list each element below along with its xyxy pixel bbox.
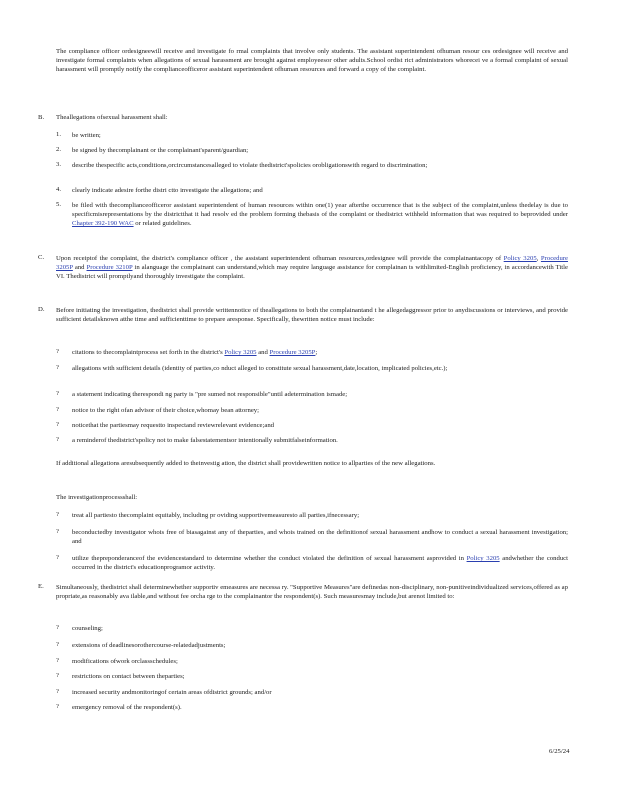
list-item-number: 1.	[56, 131, 62, 138]
section-c-letter: C.	[38, 254, 45, 261]
section-c-paragraph	[56, 254, 568, 281]
notice-item: allegations with sufficient details (identity of parties,co nduct alleged to constitute sexual harassment,date,location, implicated policies,etc.);	[72, 365, 448, 372]
notice-item-text: citations to thecomplaintprocess set forth in the district's	[72, 349, 223, 356]
supportive-measure-item: increased security andmonitoringof certain areas ofdistrict grounds; and/or	[72, 689, 272, 696]
section-e-intro: Simultaneously, thedistrict shall determinewhether supportiv emeasures are necessa ry. "Supportive Measures"are definedas non-disciplinary, non-punitiveindividualized services,offered as ap propriate,as reasonably ava ilable,and without fee orcha rge to the complainantor the respondent(s). Such measuresmay include,but arenot limited to:	[56, 584, 568, 600]
bullet-marker: ?	[56, 672, 59, 679]
notice-item-end: ;	[315, 349, 318, 356]
intro-paragraph: The compliance officer ordesigneewill receive and investigate fo rmal complaints that involve only students. The assistant superintendent ofhuman resour ces ordesignee will receive and investigate formal complaints when allegations of sexual harassment are brought against employeesor other adults.School ordist rict administrators whorecei ve a formal complaint of sexual harassment will promptly notify the complianceofficeror assistant superintendent ofhuman resources and forward a copy of the complaint.	[56, 48, 568, 73]
process-item: beconductedby investigator whois free of biasagainst any of theparties, and whois trained on the definitionof sexual harassment andhow to conduct a sexual harassment investigation; and	[72, 529, 568, 545]
process-item: treat all partiesto thecomplaint equitably, including pr oviding supportivemeasuresto all parties,ifnecessary;	[72, 512, 360, 519]
and-word: and	[258, 349, 268, 356]
list-item-number: 5.	[56, 201, 62, 208]
section-d-letter: D.	[38, 306, 45, 313]
policy-3205-link[interactable]: Policy 3205	[466, 555, 500, 562]
policy-3205-link[interactable]: Policy 3205	[503, 255, 537, 262]
procedure-3205p-link[interactable]: Procedure 3205P	[56, 255, 569, 271]
notice-item: a reminderof thedistrict'spolicy not to make falsestatementsor intentionally submitfalseinformation.	[72, 437, 338, 444]
list-item-text: clearly indicate adesire forthe distri ctto investigate the allegations; and	[72, 187, 263, 194]
notice-item: noticethat the partiesmay requestto inspectand reviewrelevant evidence;and	[72, 422, 275, 429]
process-item-text: utilize thepreponderanceof the evidencestandard to determine whether the conduct violated the definition of sexual harassment asprovided in	[72, 555, 464, 562]
bullet-marker: ?	[56, 641, 59, 648]
section-b-title: Theallegations ofsexual harassment shall:	[56, 114, 168, 121]
supportive-measure-item: extensions of deadlinesorothercourse-relatedadjustments;	[72, 642, 226, 649]
separator: ,	[536, 255, 539, 262]
section-b-letter: B.	[38, 114, 45, 121]
bullet-marker: ?	[56, 624, 59, 631]
and-word: and	[74, 264, 85, 271]
bullet-marker: ?	[56, 348, 59, 355]
list-item-text: be written;	[72, 132, 101, 139]
bullet-marker: ?	[56, 364, 59, 371]
chapter-392-190-wac-link[interactable]: Chapter 392-190 WAC	[72, 220, 134, 227]
bullet-marker: ?	[56, 436, 59, 443]
supportive-measure-item: restrictions on contact between theparties;	[72, 673, 185, 680]
bullet-marker: ?	[56, 390, 59, 397]
policy-3205-link[interactable]: Policy 3205	[224, 349, 257, 356]
list-item-number: 3.	[56, 161, 62, 168]
supportive-measure-item: counseling;	[72, 625, 103, 632]
bullet-marker: ?	[56, 528, 59, 535]
list-item-number: 4.	[56, 186, 62, 193]
supportive-measure-item: modifications ofwork orclassschedules;	[72, 658, 178, 665]
bullet-marker: ?	[56, 703, 59, 710]
section-c-text-1: Upon receiptof the complaint, the district's compliance officer , the assistant superintendent ofhuman resources,ordesignee will provide the complainantacopy of	[56, 255, 502, 262]
process-item-text-end: andwhether the conduct occurred in the district's educationprogramor activity.	[72, 555, 568, 571]
bullet-marker: ?	[56, 688, 59, 695]
list-item-text-pre: be filed with thecomplianceofficeror assistant superintendent of human resources within one(1) year afterthe occurrence that is the subject of the complaint,unless thedelay is due to specificmisrepresentations by the districtthat it had resolv ed the problem forming thebasis of the complaint or thedistrict withheld information that was required to beprovided under	[72, 202, 568, 218]
list-item-text-post: or related guidelines.	[135, 220, 192, 227]
notice-item: a statement indicating therespondi ng party is "pre sumed not responsible"until adetermination ismade;	[72, 391, 348, 398]
bullet-marker: ?	[56, 657, 59, 664]
section-e-letter: E.	[38, 583, 44, 590]
investigation-process-heading: The investigationprocessshall:	[56, 494, 138, 501]
bullet-marker: ?	[56, 421, 59, 428]
footer-date: 6/25/24	[549, 748, 570, 755]
additional-allegations-paragraph: If additional allegations aresubsequently added to theinvestig ation, the district shall providewritten notice to allparties of the new allegations.	[56, 460, 436, 467]
list-item-text: describe thespecific acts,conditions,orcircumstancesalleged to violate thedistrict'spolicies orobligationswith regard to discrimination;	[72, 162, 428, 169]
section-d-intro: Before initiating the investigation, thedistrict shall provide writtennotice of theallegations to both the complainantand t he allegedaggressor prior to anydiscussions or interviews, and provide sufficient detailsknown atthe time and sufficienttime to prepare aresponse. Specifically, thewritten notice must include:	[56, 307, 568, 323]
bullet-marker: ?	[56, 406, 59, 413]
list-item-text: be signed by thecomplainant or the complainant'sparent/guardian;	[72, 147, 249, 154]
notice-item	[72, 348, 568, 357]
procedure-3210p-link[interactable]: Procedure 3210P	[86, 264, 133, 271]
supportive-measure-item: emergency removal of the respondent(s).	[72, 704, 182, 711]
procedure-3205p-link[interactable]: Procedure 3205P	[269, 349, 316, 356]
list-item-number: 2.	[56, 146, 62, 153]
bullet-marker: ?	[56, 511, 59, 518]
list-item-text	[72, 201, 568, 228]
bullet-marker: ?	[56, 554, 59, 561]
process-item	[72, 554, 568, 572]
notice-item: notice to the right ofan advisor of their choice,whomay bean attorney;	[72, 407, 260, 414]
section-c-text-2: in alanguage the complainant can understand,which may require language assistance for complainan ts withlimited-English proficiency, in accordancewith Title VI. Thedistrict will promptlyand thoroughly investigate the complaint.	[56, 264, 568, 280]
